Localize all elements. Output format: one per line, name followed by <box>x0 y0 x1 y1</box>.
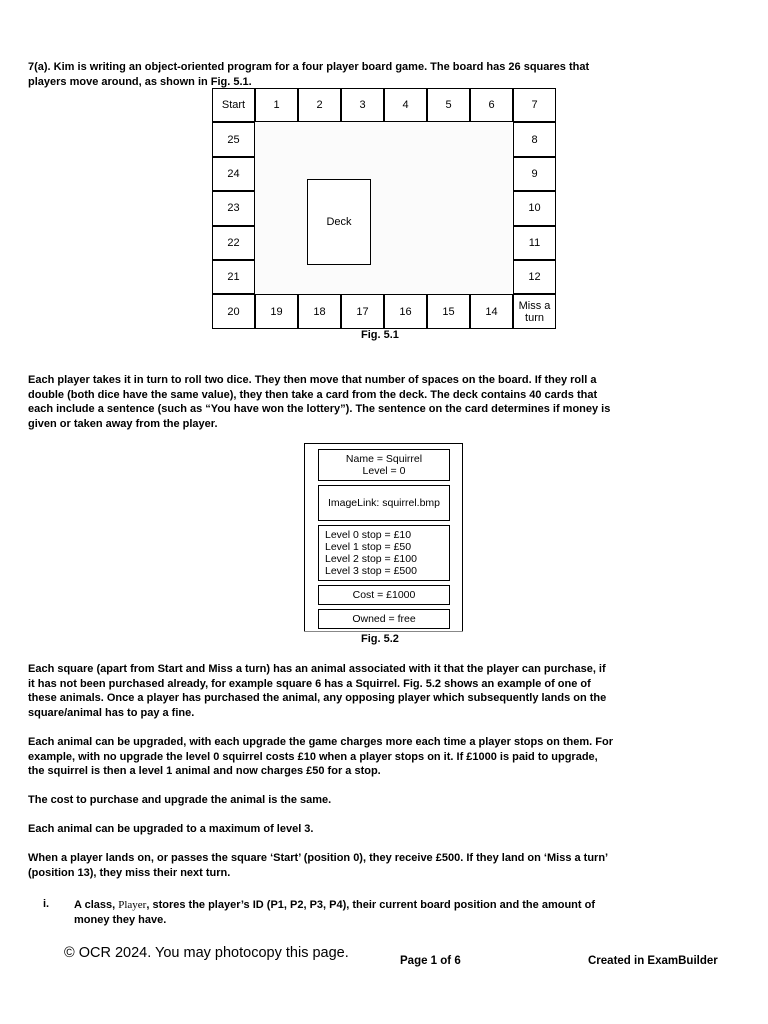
board-square: 11 <box>513 226 556 260</box>
footer-created: Created in ExamBuilder <box>588 955 718 967</box>
animal-cost: Cost = £1000 <box>352 589 416 601</box>
board-square: 18 <box>298 294 341 328</box>
stop-level-0: Level 0 stop = £10 <box>325 529 412 541</box>
paragraph-line: the squirrel is then a level 1 animal and now charges £50 for a stop. <box>28 765 381 778</box>
animal-name-box <box>318 449 450 481</box>
question-intro <box>28 60 740 89</box>
board-square: 9 <box>513 157 556 191</box>
board-square: 5 <box>427 88 470 122</box>
board-square: 8 <box>513 122 556 156</box>
board-square: 3 <box>341 88 384 122</box>
board-square: 25 <box>212 122 255 156</box>
start-paragraph <box>28 851 740 880</box>
paragraph-line: example, with no upgrade the level 0 squirrel costs £10 when a player stops on it. If £1000 is paid to upgrade, <box>28 750 598 763</box>
question-text-end: , stores the player’s ID (P1, P2, P3, P4), their current board position and the amount of <box>146 899 595 911</box>
question-text <box>74 898 734 927</box>
board-square: 12 <box>513 260 556 294</box>
board-square: 24 <box>212 157 255 191</box>
stop-level-3: Level 3 stop = £500 <box>325 565 417 577</box>
animal-name: Name = Squirrel <box>345 453 423 465</box>
board-square: 15 <box>427 294 470 328</box>
question-text-line2: money they have. <box>74 913 167 926</box>
board-square: 7 <box>513 88 556 122</box>
footer-copyright: © OCR 2024. You may photocopy this page. <box>64 945 349 961</box>
upgrade-paragraph <box>28 735 740 779</box>
paragraph-line: each include a sentence (such as “You have won the lottery”). The sentence on the card determines if money is <box>28 403 611 416</box>
board-square: 16 <box>384 294 427 328</box>
paragraph-line: The cost to purchase and upgrade the animal is the same. <box>28 794 332 806</box>
board-square: 2 <box>298 88 341 122</box>
cost-paragraph <box>28 793 740 808</box>
paragraph-line: given or taken away from the player. <box>28 417 218 430</box>
animal-level: Level = 0 <box>362 465 406 477</box>
board-square: 10 <box>513 191 556 225</box>
deck: Deck <box>307 179 371 265</box>
animal-paragraph <box>28 662 740 720</box>
paragraph-line: these animals. Once a player has purchased the animal, any opposing player which subsequently lands on the <box>28 692 607 705</box>
animal-cost-box <box>318 585 450 605</box>
fig-5-1-caption: Fig. 5.1 <box>361 329 399 341</box>
board-square: 4 <box>384 88 427 122</box>
paragraph-line: When a player lands on, or passes the square ‘Start’ (position 0), they receive £500. If they land on ‘Miss a turn’ <box>28 852 609 864</box>
board-inner-area <box>254 122 512 294</box>
intro-line: 7(a). Kim is writing an object-oriented program for a four player board game. The board has 26 squares that <box>28 61 590 73</box>
animal-owned: Owned = free <box>352 613 416 625</box>
paragraph-line: double (both dice have the same value), they then take a card from the deck. The deck contains 40 cards that <box>28 388 598 401</box>
dice-paragraph <box>28 373 740 431</box>
animal-owned-box <box>318 609 450 629</box>
paragraph-line: (position 13), they miss their next turn. <box>28 866 231 879</box>
animal-image-link: ImageLink: squirrel.bmp <box>327 497 441 509</box>
class-name: Player <box>118 899 147 911</box>
paragraph-line: square/animal has to pay a fine. <box>28 706 195 719</box>
board-square: 19 <box>255 294 298 328</box>
board-square: 20 <box>212 294 255 328</box>
question-number: i. <box>43 898 50 910</box>
board-square: 21 <box>212 260 255 294</box>
board-square: Start <box>212 88 255 122</box>
board-square: 14 <box>470 294 513 328</box>
animal-stops-box <box>318 525 450 581</box>
max-level-paragraph <box>28 822 740 837</box>
footer-page-number: Page 1 of 6 <box>400 955 461 967</box>
board-square: 1 <box>255 88 298 122</box>
question-text-start: A class, <box>74 899 119 911</box>
paragraph-line: Each animal can be upgraded to a maximum of level 3. <box>28 823 314 835</box>
paragraph-line: Each animal can be upgraded, with each upgrade the game charges more each time a player stops on them. For <box>28 736 613 748</box>
board-square: 17 <box>341 294 384 328</box>
paragraph-line: Each square (apart from Start and Miss a turn) has an animal associated with it that the player can purchase, if <box>28 663 606 675</box>
board-square: 22 <box>212 226 255 260</box>
fig-5-2-caption: Fig. 5.2 <box>361 633 399 645</box>
animal-card-frame-bottom <box>304 631 463 632</box>
board-square: Miss a turn <box>513 294 556 328</box>
intro-line: players move around, as shown in Fig. 5.1. <box>28 75 252 88</box>
animal-image-link-box <box>318 485 450 521</box>
board-square: 23 <box>212 191 255 225</box>
paragraph-line: it has not been purchased already, for example square 6 has a Squirrel. Fig. 5.2 shows an example of one of <box>28 677 591 690</box>
stop-level-2: Level 2 stop = £100 <box>325 553 417 565</box>
paragraph-line: Each player takes it in turn to roll two dice. They then move that number of spaces on the board. If they roll a <box>28 374 597 386</box>
stop-level-1: Level 1 stop = £50 <box>325 541 412 553</box>
board-square: 6 <box>470 88 513 122</box>
